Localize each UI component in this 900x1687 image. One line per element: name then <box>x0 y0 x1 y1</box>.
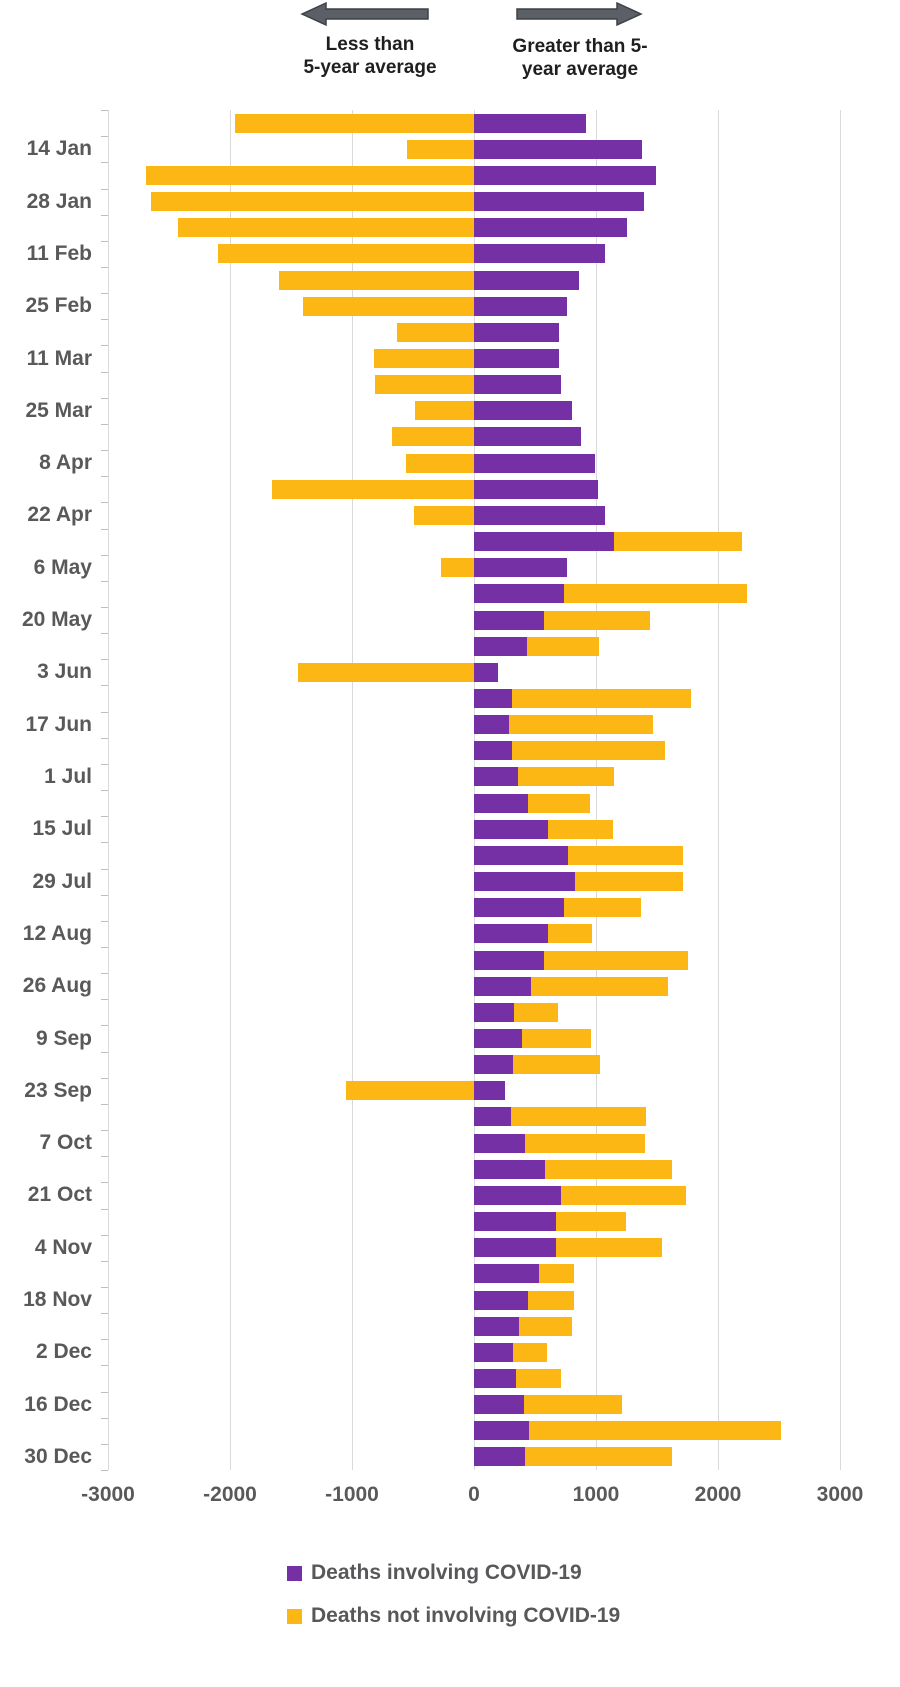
gridline <box>108 110 109 1470</box>
bar-deaths-involving-covid <box>474 271 579 290</box>
bar-deaths-not-involving-covid <box>514 1003 558 1022</box>
axis-tick <box>101 1287 108 1288</box>
bar-deaths-involving-covid <box>474 323 559 342</box>
axis-tick <box>101 1235 108 1236</box>
bar-deaths-involving-covid <box>474 1134 525 1153</box>
covid-legend-label: Deaths involving COVID-19 <box>311 1561 582 1584</box>
x-axis-tick-label: 2000 <box>694 1483 742 1506</box>
week-label: 7 Oct <box>39 1131 92 1155</box>
axis-tick <box>101 293 108 294</box>
bar-deaths-involving-covid <box>474 558 567 577</box>
bar-deaths-not-involving-covid <box>528 794 590 813</box>
axis-tick <box>101 738 108 739</box>
x-axis-tick-label: 1000 <box>572 1483 620 1506</box>
bar-deaths-involving-covid <box>474 480 598 499</box>
annotation-right-line1: Greater than 5- <box>512 36 648 57</box>
axis-tick <box>101 136 108 137</box>
annotation-left-line2: 5-year average <box>303 57 437 78</box>
axis-tick <box>101 1182 108 1183</box>
bar-deaths-involving-covid <box>474 1003 514 1022</box>
bar-deaths-involving-covid <box>474 192 644 211</box>
bar-deaths-not-involving-covid <box>531 977 668 996</box>
axis-tick <box>101 581 108 582</box>
bar-deaths-not-involving-covid <box>151 192 474 211</box>
axis-tick <box>101 607 108 608</box>
bar-deaths-not-involving-covid <box>556 1212 627 1231</box>
bar-deaths-involving-covid <box>474 611 544 630</box>
bar-deaths-not-involving-covid <box>524 1395 622 1414</box>
bar-deaths-not-involving-covid <box>146 166 474 185</box>
bar-deaths-not-involving-covid <box>513 1343 547 1362</box>
bar-deaths-involving-covid <box>474 140 642 159</box>
bar-deaths-not-involving-covid <box>561 1186 687 1205</box>
axis-tick <box>101 398 108 399</box>
bar-deaths-not-involving-covid <box>509 715 653 734</box>
week-label: 2 Dec <box>35 1340 92 1364</box>
bar-deaths-not-involving-covid <box>512 689 691 708</box>
bar-deaths-not-involving-covid <box>525 1447 671 1466</box>
bar-deaths-involving-covid <box>474 1212 556 1231</box>
bar-deaths-not-involving-covid <box>511 1107 646 1126</box>
bar-deaths-involving-covid <box>474 794 528 813</box>
axis-tick <box>101 345 108 346</box>
week-label: 17 Jun <box>25 712 92 736</box>
axis-tick <box>101 1130 108 1131</box>
bar-deaths-involving-covid <box>474 1186 561 1205</box>
axis-tick <box>101 1365 108 1366</box>
axis-tick <box>101 267 108 268</box>
week-label: 8 Apr <box>39 451 92 475</box>
bar-deaths-involving-covid <box>474 951 544 970</box>
bar-deaths-involving-covid <box>474 663 498 682</box>
axis-tick <box>101 790 108 791</box>
axis-tick <box>101 1261 108 1262</box>
bar-deaths-not-involving-covid <box>512 741 666 760</box>
axis-tick <box>101 189 108 190</box>
week-label: 1 Jul <box>44 764 92 788</box>
bar-deaths-not-involving-covid <box>441 558 474 577</box>
bar-deaths-not-involving-covid <box>516 1369 561 1388</box>
week-label: 12 Aug <box>22 921 92 945</box>
axis-tick <box>101 1470 108 1471</box>
week-label: 3 Jun <box>37 660 92 684</box>
bar-deaths-not-involving-covid <box>375 375 474 394</box>
bar-deaths-not-involving-covid <box>527 637 599 656</box>
bar-deaths-involving-covid <box>474 218 627 237</box>
bar-deaths-not-involving-covid <box>548 924 592 943</box>
bar-deaths-not-involving-covid <box>414 506 474 525</box>
bar-deaths-not-involving-covid <box>397 323 474 342</box>
axis-tick <box>101 555 108 556</box>
axis-tick <box>101 162 108 163</box>
bar-deaths-involving-covid <box>474 689 512 708</box>
week-label: 18 Nov <box>23 1288 92 1311</box>
noncovid-legend-label: Deaths not involving COVID-19 <box>311 1604 621 1627</box>
week-label: 25 Mar <box>25 398 92 422</box>
axis-tick <box>101 659 108 660</box>
axis-tick <box>101 372 108 373</box>
noncovid-legend-swatch-icon <box>287 1609 302 1624</box>
bar-deaths-not-involving-covid <box>614 532 742 551</box>
bar-deaths-involving-covid <box>474 1264 539 1283</box>
bar-deaths-not-involving-covid <box>415 401 474 420</box>
bar-deaths-involving-covid <box>474 427 581 446</box>
week-label: 15 Jul <box>32 817 92 841</box>
bar-deaths-not-involving-covid <box>513 1055 600 1074</box>
gridline <box>596 110 597 1470</box>
bar-deaths-not-involving-covid <box>525 1134 645 1153</box>
bar-deaths-not-involving-covid <box>518 767 614 786</box>
covid-legend-swatch-icon <box>287 1566 302 1581</box>
bar-deaths-involving-covid <box>474 637 527 656</box>
bar-deaths-not-involving-covid <box>406 454 474 473</box>
bar-deaths-not-involving-covid <box>519 1317 572 1336</box>
x-axis-tick-label: -2000 <box>203 1483 257 1506</box>
axis-tick <box>101 424 108 425</box>
axis-tick <box>101 215 108 216</box>
axis-tick <box>101 1313 108 1314</box>
bar-deaths-involving-covid <box>474 924 548 943</box>
legend-item-covid <box>287 1561 582 1585</box>
bar-deaths-involving-covid <box>474 977 531 996</box>
axis-tick <box>101 816 108 817</box>
bar-deaths-involving-covid <box>474 401 572 420</box>
bar-deaths-involving-covid <box>474 1160 545 1179</box>
bar-deaths-not-involving-covid <box>575 872 682 891</box>
week-label: 26 Aug <box>22 974 92 998</box>
axis-tick <box>101 842 108 843</box>
axis-tick <box>101 241 108 242</box>
week-label: 29 Jul <box>32 869 92 893</box>
axis-tick <box>101 712 108 713</box>
axis-tick <box>101 869 108 870</box>
bar-deaths-involving-covid <box>474 1421 529 1440</box>
bar-deaths-involving-covid <box>474 1081 505 1100</box>
week-label: 6 May <box>33 555 92 579</box>
bar-deaths-involving-covid <box>474 532 614 551</box>
bar-deaths-not-involving-covid <box>298 663 474 682</box>
week-label: 4 Nov <box>34 1235 92 1259</box>
bar-deaths-involving-covid <box>474 1447 525 1466</box>
bar-deaths-involving-covid <box>474 846 568 865</box>
week-label: 21 Oct <box>27 1183 92 1207</box>
week-label: 11 Mar <box>26 346 92 370</box>
bar-deaths-not-involving-covid <box>346 1081 474 1100</box>
axis-tick <box>101 1209 108 1210</box>
axis-tick <box>101 1339 108 1340</box>
axis-tick <box>101 1104 108 1105</box>
bar-deaths-not-involving-covid <box>178 218 475 237</box>
x-axis-tick-label: 3000 <box>816 1483 864 1506</box>
x-axis-tick-label: 0 <box>468 1483 480 1506</box>
bar-deaths-involving-covid <box>474 1369 516 1388</box>
axis-tick <box>101 1052 108 1053</box>
annotation-left-line1: Less than <box>325 34 415 55</box>
bar-deaths-not-involving-covid <box>529 1421 782 1440</box>
axis-tick <box>101 1444 108 1445</box>
bar-deaths-involving-covid <box>474 297 567 316</box>
bar-deaths-not-involving-covid <box>407 140 474 159</box>
bar-deaths-not-involving-covid <box>564 898 641 917</box>
gridline <box>230 110 231 1470</box>
axis-tick <box>101 999 108 1000</box>
bar-deaths-involving-covid <box>474 375 561 394</box>
axis-tick <box>101 1418 108 1419</box>
bar-deaths-not-involving-covid <box>218 244 474 263</box>
axis-tick <box>101 1392 108 1393</box>
axis-tick <box>101 502 108 503</box>
x-axis-tick-label: -3000 <box>81 1483 135 1506</box>
bar-deaths-not-involving-covid <box>279 271 474 290</box>
bar-deaths-involving-covid <box>474 1317 519 1336</box>
bar-deaths-not-involving-covid <box>544 611 650 630</box>
bar-deaths-involving-covid <box>474 1055 513 1074</box>
bar-deaths-involving-covid <box>474 349 559 368</box>
axis-tick <box>101 947 108 948</box>
axis-tick <box>101 529 108 530</box>
week-label: 28 Jan <box>26 189 92 213</box>
bar-deaths-involving-covid <box>474 166 656 185</box>
bar-deaths-not-involving-covid <box>272 480 475 499</box>
bar-deaths-involving-covid <box>474 1029 522 1048</box>
bar-deaths-not-involving-covid <box>303 297 474 316</box>
week-label: 30 Dec <box>24 1444 92 1468</box>
bar-deaths-not-involving-covid <box>564 584 747 603</box>
week-label: 16 Dec <box>24 1392 92 1416</box>
axis-tick <box>101 1156 108 1157</box>
axis-tick <box>101 921 108 922</box>
bar-deaths-involving-covid <box>474 820 548 839</box>
axis-tick <box>101 764 108 765</box>
axis-tick <box>101 110 108 111</box>
bar-deaths-not-involving-covid <box>539 1264 574 1283</box>
bar-deaths-not-involving-covid <box>548 820 613 839</box>
bar-deaths-not-involving-covid <box>235 114 474 133</box>
bar-deaths-not-involving-covid <box>392 427 474 446</box>
bar-deaths-involving-covid <box>474 1343 513 1362</box>
week-label: 23 Sep <box>24 1078 92 1102</box>
axis-tick <box>101 895 108 896</box>
x-axis-tick-label: -1000 <box>325 1483 379 1506</box>
bar-deaths-not-involving-covid <box>568 846 683 865</box>
week-label: 9 Sep <box>35 1026 92 1050</box>
bar-deaths-involving-covid <box>474 1238 556 1257</box>
bar-deaths-not-involving-covid <box>528 1291 574 1310</box>
gridline <box>718 110 719 1470</box>
legend-item-noncovid <box>287 1604 620 1628</box>
annotation-right-line2: year average <box>521 59 639 80</box>
bar-deaths-involving-covid <box>474 584 564 603</box>
bar-deaths-not-involving-covid <box>522 1029 592 1048</box>
axis-tick <box>101 450 108 451</box>
week-label: 22 Apr <box>27 503 92 527</box>
axis-tick <box>101 319 108 320</box>
bar-deaths-involving-covid <box>474 114 586 133</box>
bar-deaths-involving-covid <box>474 872 575 891</box>
bar-deaths-involving-covid <box>474 454 595 473</box>
axis-tick <box>101 476 108 477</box>
axis-tick <box>101 1025 108 1026</box>
week-label: 25 Feb <box>25 294 92 318</box>
axis-tick <box>101 685 108 686</box>
axis-tick <box>101 1078 108 1079</box>
bar-deaths-involving-covid <box>474 767 518 786</box>
bar-deaths-involving-covid <box>474 898 564 917</box>
week-label: 20 May <box>21 608 92 631</box>
week-label: 11 Feb <box>26 241 92 265</box>
bar-deaths-involving-covid <box>474 741 512 760</box>
bar-deaths-involving-covid <box>474 506 605 525</box>
week-label: 14 Jan <box>26 137 92 161</box>
bar-deaths-not-involving-covid <box>374 349 474 368</box>
axis-tick <box>101 973 108 974</box>
bar-deaths-involving-covid <box>474 1107 511 1126</box>
bar-deaths-involving-covid <box>474 715 509 734</box>
bar-deaths-not-involving-covid <box>556 1238 662 1257</box>
gridline <box>840 110 841 1470</box>
axis-tick <box>101 633 108 634</box>
bar-deaths-involving-covid <box>474 1395 524 1414</box>
bar-deaths-involving-covid <box>474 244 605 263</box>
bar-deaths-involving-covid <box>474 1291 528 1310</box>
bar-deaths-not-involving-covid <box>544 951 688 970</box>
bar-deaths-not-involving-covid <box>545 1160 672 1179</box>
